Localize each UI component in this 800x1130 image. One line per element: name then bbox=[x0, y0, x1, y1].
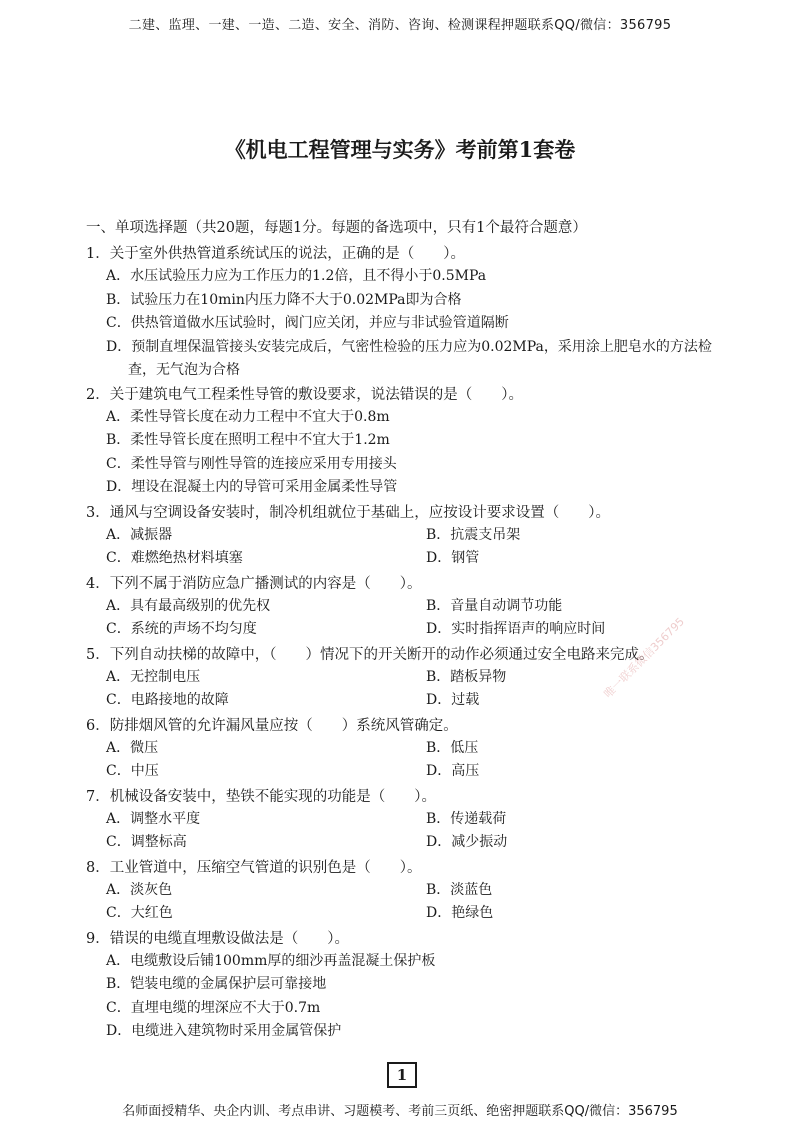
question-stem: 1．关于室外供热管道系统试压的说法，正确的是（ ）。 bbox=[86, 246, 465, 262]
option: D．高压 bbox=[426, 763, 480, 779]
option: B．踏板异物 bbox=[426, 668, 507, 685]
option: D．埋设在混凝土内的导管可采用金属柔性导管 bbox=[106, 479, 398, 495]
option: B．淡蓝色 bbox=[426, 881, 493, 898]
option: A．微压 bbox=[106, 739, 159, 756]
watermark: 唯一联系微信356795 bbox=[601, 615, 687, 701]
option-list bbox=[86, 406, 736, 500]
option: D．实时指挥语声的响应时间 bbox=[426, 621, 606, 637]
option: C．供热管道做水压试验时，阀门应关闭，并应与非试验管道隔断 bbox=[106, 315, 509, 331]
option: D．预制直埋保温管接头安装完成后，气密性检验的压力应为0.02MPa，采用涂上肥皂水的方法检查，无气泡为合格 bbox=[106, 338, 712, 378]
question-list bbox=[86, 218, 736, 1044]
option-list bbox=[86, 524, 736, 571]
question-stem: 8．工业管道中，压缩空气管道的识别色是（ ）。 bbox=[86, 859, 422, 876]
option: C．难燃绝热材料填塞 bbox=[106, 550, 243, 566]
exam-title: 《机电工程管理与实务》考前第1套卷 bbox=[224, 137, 576, 162]
section-heading: 一、单项选择题（共20题，每题1分。每题的备选项中，只有1个最符合题意） bbox=[86, 220, 587, 236]
option: A．淡灰色 bbox=[106, 881, 173, 898]
question-stem: 7．机械设备安装中，垫铁不能实现的功能是（ ）。 bbox=[86, 788, 436, 805]
question-stem: 3．通风与空调设备安装时，制冷机组就位于基础上，应按设计要求设置（ ）。 bbox=[86, 504, 610, 521]
question-stem: 6．防排烟风管的允许漏风量应按（ ）系统风管确定。 bbox=[86, 717, 458, 734]
option-list bbox=[86, 737, 736, 784]
option: B．柔性导管长度在照明工程中不宜大于1.2m bbox=[106, 432, 390, 448]
option: C．电路接地的故障 bbox=[106, 692, 229, 708]
option-list bbox=[86, 595, 736, 642]
option: B．铠装电缆的金属保护层可靠接地 bbox=[106, 976, 327, 992]
option: C．中压 bbox=[106, 763, 159, 779]
option: A．具有最高级别的优先权 bbox=[106, 597, 271, 614]
page-number: 1 bbox=[387, 1062, 417, 1088]
option: C．系统的声场不均匀度 bbox=[106, 621, 257, 637]
option-list bbox=[86, 879, 736, 926]
page-header: 二建、监理、一建、一造、二造、安全、消防、咨询、检测课程押题联系QQ/微信：356795 bbox=[128, 18, 672, 33]
option: C．直埋电缆的埋深应不大于0.7m bbox=[106, 999, 321, 1016]
option: B．传递载荷 bbox=[426, 810, 507, 827]
question-stem: 9．错误的电缆直埋敷设做法是（ ）。 bbox=[86, 930, 349, 947]
page-footer: 名师面授精华、央企内训、考点串讲、习题模考、考前三页纸、绝密押题联系QQ/微信：356795 bbox=[122, 1104, 678, 1119]
question-stem: 4．下列不属于消防应急广播测试的内容是（ ）。 bbox=[86, 575, 422, 592]
option: B．低压 bbox=[426, 739, 479, 756]
option: D．减少振动 bbox=[426, 834, 508, 850]
option: B．试验压力在10min内压力降不大于0.02MPa即为合格 bbox=[106, 291, 462, 308]
option: D．过载 bbox=[426, 692, 480, 708]
option: A．水压试验压力应为工作压力的1.2倍，且不得小于0.5MPa bbox=[106, 268, 487, 284]
option-list bbox=[86, 808, 736, 855]
option: C．调整标高 bbox=[106, 834, 187, 850]
option: A．柔性导管长度在动力工程中不宜大于0.8m bbox=[106, 408, 390, 425]
option-list bbox=[86, 265, 736, 382]
option: B．音量自动调节功能 bbox=[426, 597, 563, 614]
option: A．减振器 bbox=[106, 526, 173, 543]
option: A．调整水平度 bbox=[106, 810, 201, 827]
option-list bbox=[86, 950, 736, 1044]
option: C．柔性导管与刚性导管的连接应采用专用接头 bbox=[106, 455, 397, 472]
option: D．钢管 bbox=[426, 550, 480, 566]
option: B．抗震支吊架 bbox=[426, 526, 521, 543]
option: D．电缆进入建筑物时采用金属管保护 bbox=[106, 1023, 342, 1039]
option: A．无控制电压 bbox=[106, 668, 201, 685]
option: C．大红色 bbox=[106, 905, 173, 921]
question-stem: 5．下列自动扶梯的故障中，（ ）情况下的开关断开的动作必须通过安全电路来完成。 bbox=[86, 646, 654, 663]
question-stem: 2．关于建筑电气工程柔性导管的敷设要求，说法错误的是（ ）。 bbox=[86, 386, 523, 403]
option: A．电缆敷设后铺100mm厚的细沙再盖混凝土保护板 bbox=[106, 952, 436, 969]
option: D．艳绿色 bbox=[426, 905, 494, 921]
